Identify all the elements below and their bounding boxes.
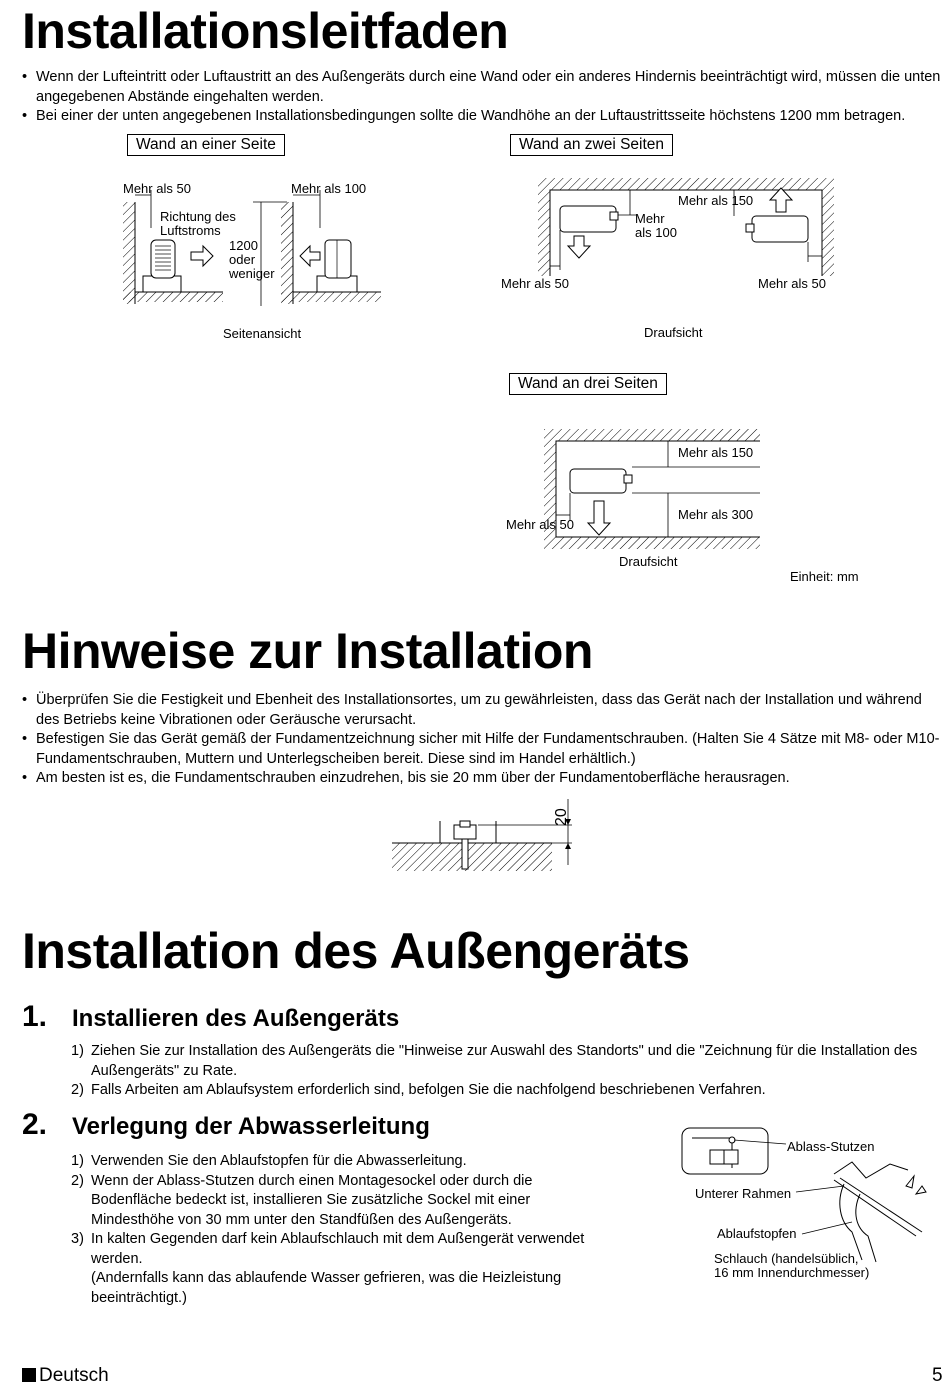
list-item: • Befestigen Sie das Gerät gemäß der Fundamentzeichnung sicher mit Hilfe der Fundamentschrauben. (Halten Sie 4 Sätze mit M8- oder M10-Fundamentschrauben, Muttern und Unterlegscheiben bereit. Diese sind im Handel erhältlich.) <box>22 730 947 769</box>
side-view-caption: Seitenansicht <box>223 326 302 341</box>
clearance-right-label: Mehr als 100 <box>291 181 367 196</box>
gap-right-50-label: Mehr als 50 <box>758 276 826 291</box>
bolt-height-dimension: 20 <box>553 808 570 826</box>
top-view-caption: Draufsicht <box>619 554 678 569</box>
list-item: 1) Verwenden Sie den Ablaufstopfen für die Abwasserleitung. <box>71 1153 467 1169</box>
section-title-installation-guide: Installationsleitfaden <box>22 3 509 59</box>
subsection-drain-heading <box>22 1108 430 1142</box>
list-item: 1) Ziehen Sie zur Installation des Außengeräts die "Hinweise zur Auswahl des Standorts" und die "Zeichnung für die Installation des Außengeräts" zu Rate. <box>71 1043 918 1079</box>
wall-one-side-label: Wand an einer Seite <box>127 134 285 156</box>
square-bullet-icon <box>22 1368 36 1382</box>
wall-three-sides-label: Wand an drei Seiten <box>509 373 667 395</box>
list-item: 2) Wenn der Ablass-Stutzen durch einen Montagesockel oder durch die Bodenfläche bedeckt ist, installieren Sie zusätzliche Sockel mit einer Mindesthöhe von 30 mm unter den Standfüßen des Außengeräts. <box>71 1172 533 1228</box>
hose-label: Schlauch (handelsüblich, 16 mm Innendurchmesser) <box>714 1251 870 1280</box>
unit-note: Einheit: mm <box>790 569 859 584</box>
list-item: • Am besten ist es, die Fundamentschrauben einzudrehen, bis sie 20 mm über der Fundamentoberfläche herausragen. <box>22 769 947 789</box>
drain-steps-list <box>71 1152 611 1308</box>
subsection-title: Installieren des Außengeräts <box>72 1005 400 1032</box>
gap-300-label: Mehr als 300 <box>678 507 754 522</box>
list-item: • Wenn der Lufteintritt oder Luftaustritt an des Außengeräts durch eine Wand oder ein anderes Hindernis beeinträchtigt wird, müssen die unten angegebenen Abstände eingehalten werden. <box>22 68 947 107</box>
section-title-installation-notes: Hinweise zur Installation <box>22 623 593 679</box>
list-item: 2) Falls Arbeiten am Ablaufsystem erforderlich sind, befolgen Sie die nachfolgend beschriebenen Verfahren. <box>71 1082 766 1098</box>
drain-plug-label: Ablaufstopfen <box>717 1226 797 1241</box>
subsection-number: 2. <box>22 1108 48 1141</box>
install-steps-list <box>71 1042 947 1101</box>
subsection-title: Verlegung der Abwasserleitung <box>72 1113 430 1140</box>
top-view-caption: Draufsicht <box>644 325 703 340</box>
wall-two-sides-diagram <box>520 170 850 280</box>
footer-language <box>22 1365 109 1387</box>
guide-bullet-list <box>22 68 947 127</box>
list-item: 3) In kalten Gegenden darf kein Ablaufschlauch mit dem Außengerät verwendet werden. <box>71 1231 585 1267</box>
gap-side-50-label: Mehr als 50 <box>506 517 574 532</box>
list-item: • Bei einer der unten angegebenen Installationsbedingungen sollte die Wandhöhe an der Luftaustrittsseite höchstens 1200 mm betragen. <box>22 107 947 127</box>
gap-left-50-label: Mehr als 50 <box>501 276 569 291</box>
section-title-outdoor-unit-installation: Installation des Außengeräts <box>22 923 690 979</box>
max-height-label: 1200 oder weniger <box>229 238 275 281</box>
list-item-note: (Andernfalls kann das ablaufende Wasser gefrieren, was die Heizleistung beeinträchtigt.) <box>91 1270 562 1306</box>
airflow-label: Richtung des Luftstroms <box>160 209 236 238</box>
wall-two-sides-label: Wand an zwei Seiten <box>510 134 673 156</box>
page-number: 5 <box>932 1365 943 1386</box>
subsection-number: 1. <box>22 1000 48 1033</box>
language-label: Deutsch <box>39 1365 109 1386</box>
gap-100-label: Mehr als 100 <box>635 211 677 240</box>
anchor-bolt-diagram <box>388 795 583 875</box>
list-item: • Überprüfen Sie die Festigkeit und Ebenheit des Installationsortes, um zu gewährleisten, dass das Gerät nach der Installation und während des Betriebs keine Vibrationen oder Geräusche verursacht. <box>22 691 947 730</box>
bottom-frame-label: Unterer Rahmen <box>695 1186 792 1201</box>
notes-bullet-list <box>22 691 947 789</box>
subsection-install-heading <box>22 1000 399 1034</box>
drain-outlet-label: Ablass-Stutzen <box>787 1139 875 1154</box>
gap-150-label: Mehr als 150 <box>678 193 754 208</box>
gap-150-label: Mehr als 150 <box>678 445 754 460</box>
clearance-left-label: Mehr als 50 <box>123 181 191 196</box>
